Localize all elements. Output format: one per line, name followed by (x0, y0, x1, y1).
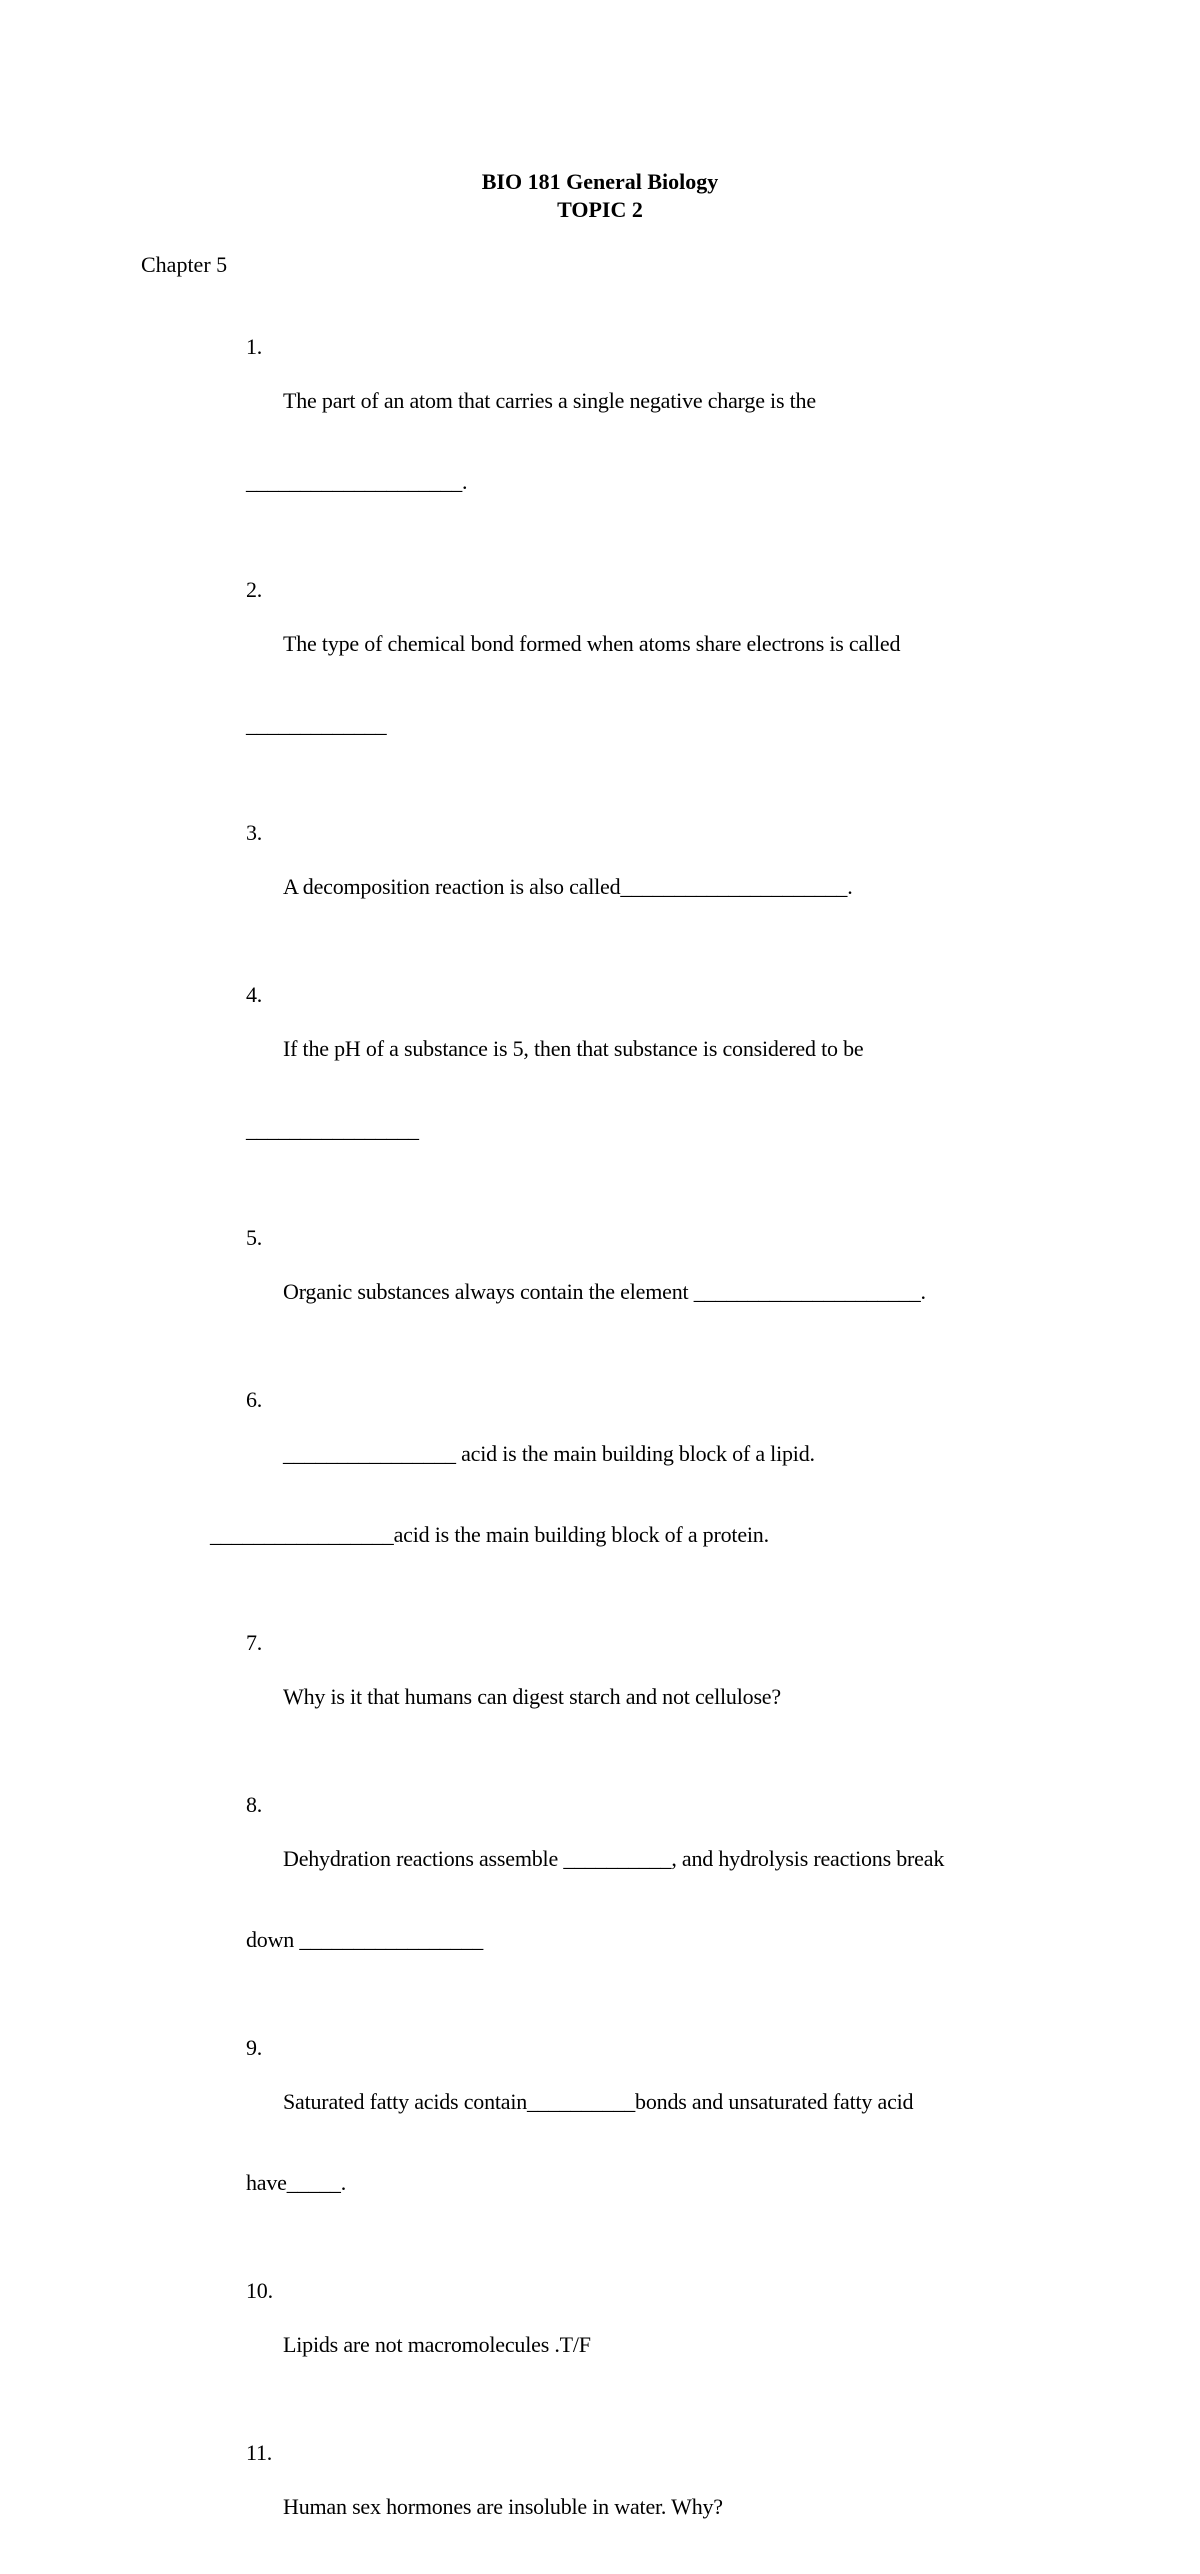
question-number: 11. (246, 2440, 273, 2465)
question-item (210, 1359, 1046, 1602)
question-item (246, 792, 1046, 954)
document-title: BIO 181 General Biology (481, 169, 719, 194)
question-item (246, 2250, 1046, 2412)
question-text-continued: ____________________. (246, 469, 468, 494)
question-item (246, 1602, 1046, 1764)
question-item (246, 2412, 1046, 2574)
document-subtitle: TOPIC 2 (557, 197, 643, 222)
question-text: Why is it that humans can digest starch and not cellulose? (283, 1684, 781, 1709)
question-text: ________________ acid is the main building block of a lipid. (283, 1441, 815, 1466)
question-text-continued: have_____. (246, 2170, 347, 2195)
question-text-continued: _____________ (246, 712, 387, 737)
question-item (246, 306, 1046, 549)
question-text: A decomposition reaction is also called_____________________. (283, 874, 853, 899)
question-text: If the pH of a substance is 5, then that substance is considered to be (283, 1036, 864, 1061)
question-number: 2. (246, 577, 263, 602)
question-number: 6. (246, 1387, 263, 1412)
question-item (246, 2007, 1046, 2250)
question-number: 9. (246, 2035, 263, 2060)
document-header (0, 168, 1200, 224)
question-number: 4. (246, 982, 263, 1007)
question-number: 7. (246, 1630, 263, 1655)
question-text: Saturated fatty acids contain__________bonds and unsaturated fatty acid (283, 2089, 914, 2114)
question-item (246, 549, 1046, 792)
question-text-continued: down _________________ (246, 1927, 483, 1952)
question-number: 3. (246, 820, 263, 845)
question-list (210, 306, 1046, 2574)
question-text: Organic substances always contain the element _____________________. (283, 1279, 926, 1304)
question-number: 10. (246, 2278, 273, 2303)
question-number: 8. (246, 1792, 263, 1817)
question-text: The part of an atom that carries a single negative charge is the (283, 388, 816, 413)
question-text-continued: ________________ (246, 1117, 419, 1142)
question-text: The type of chemical bond formed when atoms share electrons is called (283, 631, 901, 656)
question-text: Human sex hormones are insoluble in water. Why? (283, 2494, 723, 2519)
question-number: 5. (246, 1225, 263, 1250)
question-item (246, 1197, 1046, 1359)
question-text: Dehydration reactions assemble __________, and hydrolysis reactions break (283, 1846, 945, 1871)
question-text: Lipids are not macromolecules .T/F (283, 2332, 591, 2357)
question-text-continued: _________________acid is the main building block of a protein. (210, 1522, 769, 1547)
question-item (246, 1764, 1046, 2007)
question-item (246, 954, 1046, 1197)
question-number: 1. (246, 334, 263, 359)
chapter-heading: Chapter 5 (141, 252, 228, 277)
